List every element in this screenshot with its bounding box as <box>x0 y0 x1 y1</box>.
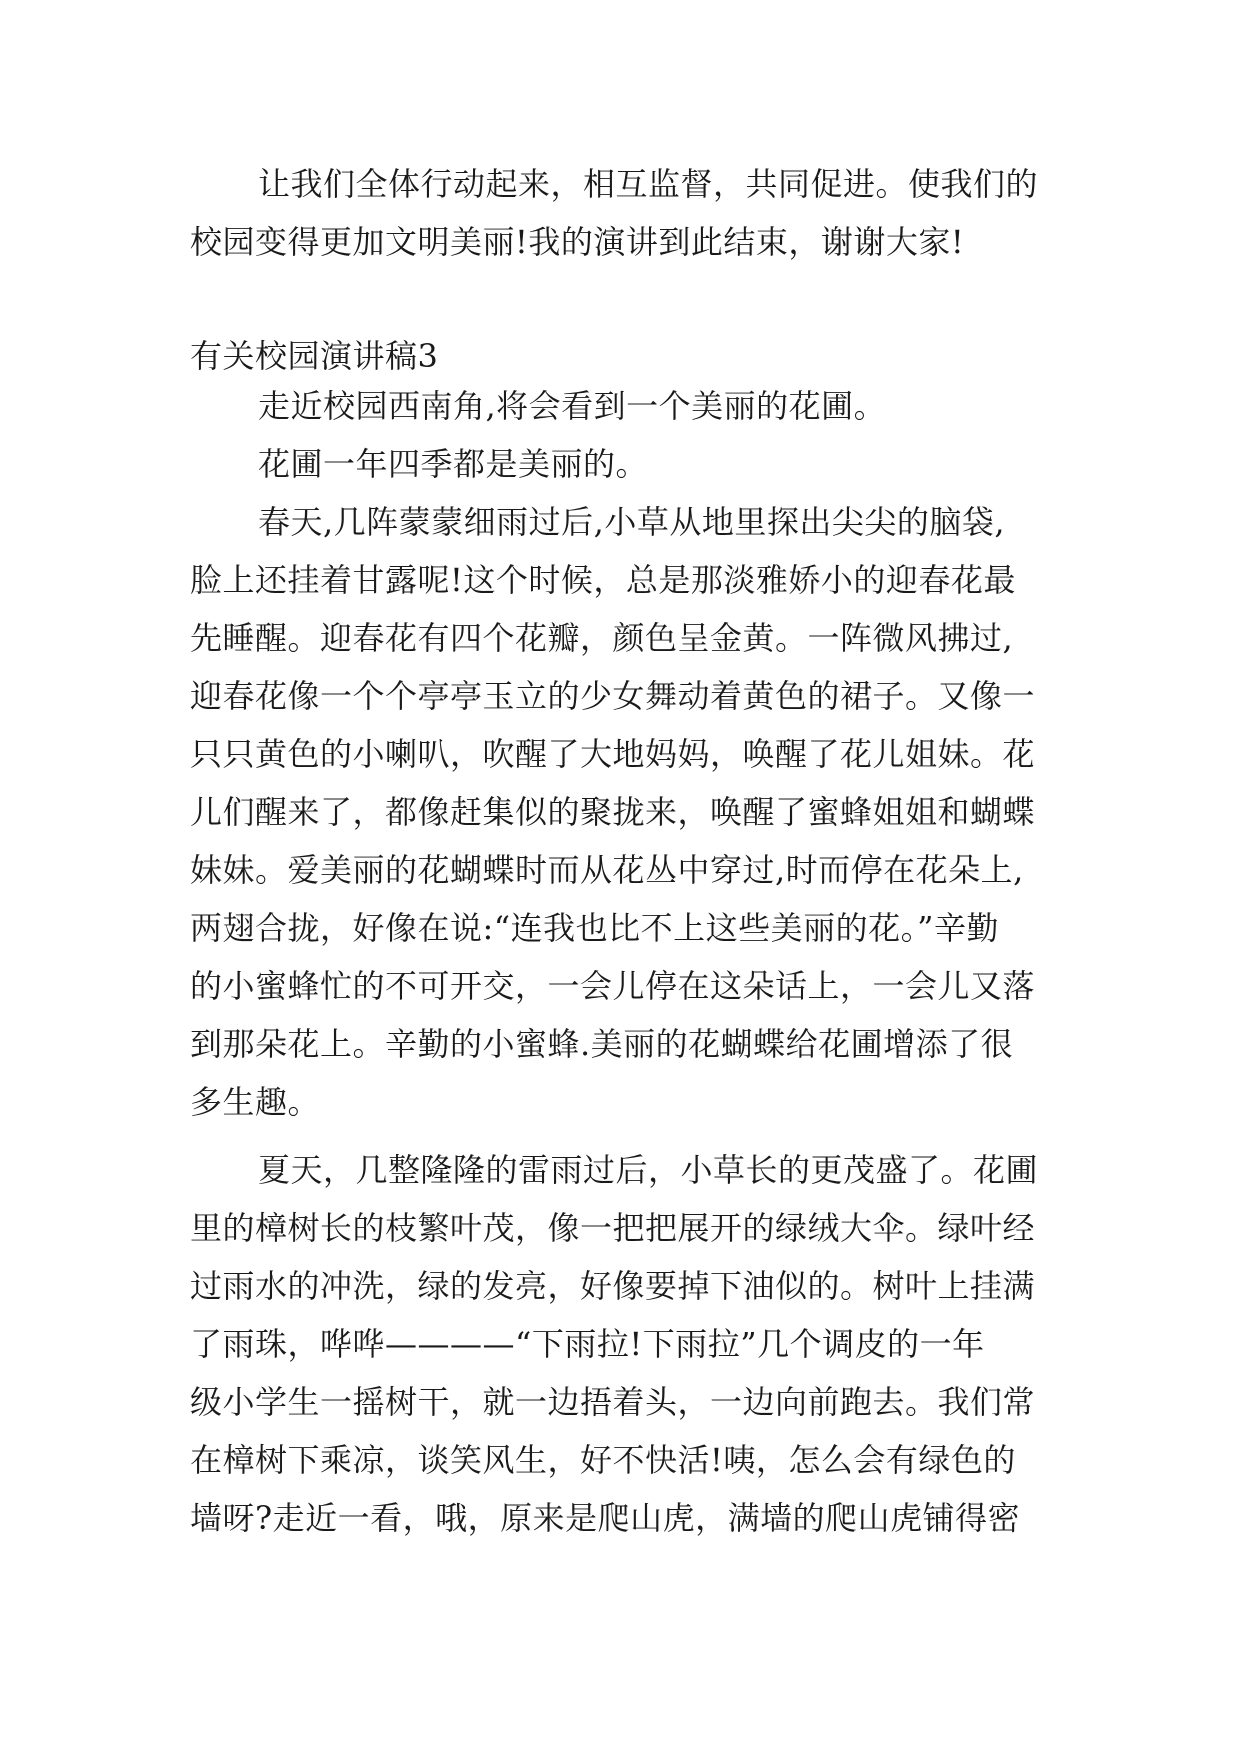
paragraph-line: 春天,几阵蒙蒙细雨过后,小草从地里探出尖尖的脑袋, <box>258 503 1006 541</box>
paragraph-line: 走近校园西南角,将会看到一个美丽的花圃。 <box>258 387 887 425</box>
paragraph-line: 先睡醒。迎春花有四个花瓣，颜色呈金黄。一阵微风拂过, <box>190 619 1014 657</box>
paragraph-line: 脸上还挂着甘露呢!这个时候，总是那淡雅娇小的迎春花最 <box>190 561 1016 599</box>
paragraph-line: 校园变得更加文明美丽!我的演讲到此结束，谢谢大家! <box>190 223 965 261</box>
paragraph-line: 让我们全体行动起来，相互监督，共同促进。使我们的 <box>258 165 1039 203</box>
paragraph-line: 里的樟树长的枝繁叶茂，像一把把展开的绿绒大伞。绿叶经 <box>190 1209 1036 1247</box>
paragraph-line: 了雨珠，哗哗————“下雨拉!下雨拉”几个调皮的一年 <box>190 1325 985 1363</box>
paragraph-line: 在樟树下乘凉，谈笑风生，好不快活!咦，怎么会有绿色的 <box>190 1441 1016 1479</box>
paragraph-line: 级小学生一摇树干，就一边捂着头，一边向前跑去。我们常 <box>190 1383 1036 1421</box>
paragraph-line: 墙呀?走近一看，哦，原来是爬山虎，满墙的爬山虎铺得密 <box>190 1499 1021 1537</box>
section-heading: 有关校园演讲稿3 <box>190 337 439 375</box>
paragraph-line: 到那朵花上。辛勤的小蜜蜂.美丽的花蝴蝶给花圃增添了很 <box>190 1025 1014 1063</box>
paragraph-line: 夏天，几整隆隆的雷雨过后，小草长的更茂盛了。花圃 <box>258 1151 1039 1189</box>
paragraph-line: 的小蜜蜂忙的不可开交，一会儿停在这朵话上，一会儿又落 <box>190 967 1036 1005</box>
paragraph-line: 妹妹。爱美丽的花蝴蝶时而从花丛中穿过,时而停在花朵上, <box>190 851 1024 889</box>
paragraph-line: 两翅合拢，好像在说:“连我也比不上这些美丽的花。”辛勤 <box>190 909 1000 947</box>
paragraph-line: 花圃一年四季都是美丽的。 <box>258 445 649 483</box>
paragraph-line: 多生趣。 <box>190 1083 321 1121</box>
paragraph-line: 儿们醒来了，都像赶集似的聚拢来，唤醒了蜜蜂姐姐和蝴蝶 <box>190 793 1036 831</box>
paragraph-line: 只只黄色的小喇叭，吹醒了大地妈妈，唤醒了花儿姐妹。花 <box>190 735 1036 773</box>
paragraph-line: 迎春花像一个个亭亭玉立的少女舞动着黄色的裙子。又像一 <box>190 677 1036 715</box>
paragraph-line: 过雨水的冲洗，绿的发亮，好像要掉下油似的。树叶上挂满 <box>190 1267 1036 1305</box>
